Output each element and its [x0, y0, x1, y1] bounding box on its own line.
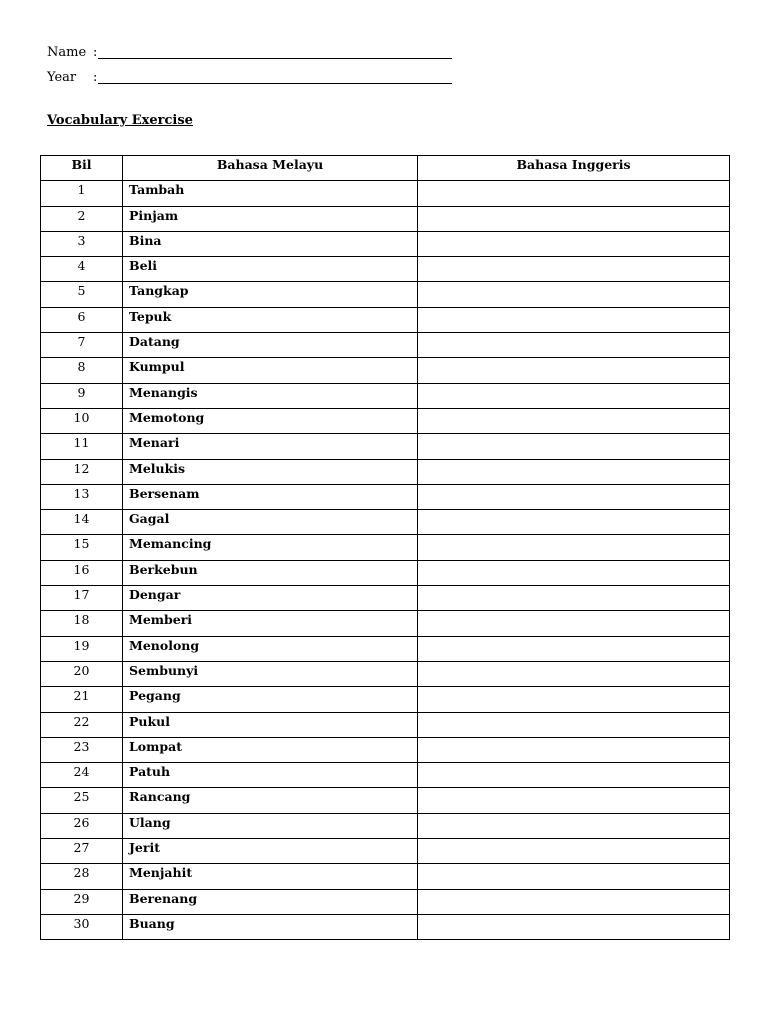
english-answer-cell[interactable] — [418, 712, 730, 737]
table-row — [41, 358, 730, 383]
english-answer-cell[interactable] — [418, 282, 730, 307]
row-number: 1 — [41, 181, 123, 206]
row-number: 16 — [41, 560, 123, 585]
malay-word: Bina — [123, 231, 418, 256]
table-row — [41, 510, 730, 535]
malay-word: Menjahit — [123, 864, 418, 889]
table-row — [41, 307, 730, 332]
malay-word: Menari — [123, 434, 418, 459]
malay-word: Berenang — [123, 889, 418, 914]
english-answer-cell[interactable] — [418, 408, 730, 433]
name-colon: : — [93, 45, 98, 60]
english-answer-cell[interactable] — [418, 484, 730, 509]
english-answer-cell[interactable] — [418, 181, 730, 206]
english-answer-cell[interactable] — [418, 788, 730, 813]
row-number: 11 — [41, 434, 123, 459]
table-row — [41, 434, 730, 459]
row-number: 3 — [41, 231, 123, 256]
row-number: 14 — [41, 510, 123, 535]
malay-word: Tambah — [123, 181, 418, 206]
year-label: Year — [47, 70, 77, 85]
english-answer-cell[interactable] — [418, 889, 730, 914]
table-row — [41, 282, 730, 307]
malay-word: Pinjam — [123, 206, 418, 231]
table-row — [41, 459, 730, 484]
table-row — [41, 257, 730, 282]
malay-word: Berkebun — [123, 560, 418, 585]
year-blank-line[interactable] — [98, 83, 452, 84]
malay-word: Rancang — [123, 788, 418, 813]
english-answer-cell[interactable] — [418, 560, 730, 585]
table-row — [41, 383, 730, 408]
table-row — [41, 206, 730, 231]
row-number: 23 — [41, 737, 123, 762]
table-row — [41, 788, 730, 813]
row-number: 25 — [41, 788, 123, 813]
row-number: 4 — [41, 257, 123, 282]
row-number: 28 — [41, 864, 123, 889]
table-row — [41, 763, 730, 788]
malay-word: Buang — [123, 914, 418, 939]
vocabulary-table — [40, 155, 730, 940]
english-answer-cell[interactable] — [418, 813, 730, 838]
year-colon: : — [93, 70, 98, 85]
row-number: 30 — [41, 914, 123, 939]
row-number: 18 — [41, 611, 123, 636]
header-bahasa-melayu: Bahasa Melayu — [123, 156, 418, 181]
table-row — [41, 586, 730, 611]
english-answer-cell[interactable] — [418, 687, 730, 712]
table-row — [41, 914, 730, 939]
malay-word: Bersenam — [123, 484, 418, 509]
malay-word: Lompat — [123, 737, 418, 762]
table-row — [41, 408, 730, 433]
malay-word: Beli — [123, 257, 418, 282]
malay-word: Memotong — [123, 408, 418, 433]
malay-word: Kumpul — [123, 358, 418, 383]
row-number: 24 — [41, 763, 123, 788]
english-answer-cell[interactable] — [418, 661, 730, 686]
table-row — [41, 813, 730, 838]
english-answer-cell[interactable] — [418, 636, 730, 661]
table-row — [41, 611, 730, 636]
row-number: 17 — [41, 586, 123, 611]
malay-word: Menangis — [123, 383, 418, 408]
malay-word: Gagal — [123, 510, 418, 535]
english-answer-cell[interactable] — [418, 459, 730, 484]
english-answer-cell[interactable] — [418, 763, 730, 788]
table-row — [41, 231, 730, 256]
row-number: 20 — [41, 661, 123, 686]
row-number: 21 — [41, 687, 123, 712]
row-number: 5 — [41, 282, 123, 307]
row-number: 19 — [41, 636, 123, 661]
english-answer-cell[interactable] — [418, 333, 730, 358]
row-number: 10 — [41, 408, 123, 433]
english-answer-cell[interactable] — [418, 914, 730, 939]
table-header-row — [41, 156, 730, 181]
table-row — [41, 661, 730, 686]
malay-word: Pukul — [123, 712, 418, 737]
english-answer-cell[interactable] — [418, 358, 730, 383]
english-answer-cell[interactable] — [418, 737, 730, 762]
english-answer-cell[interactable] — [418, 257, 730, 282]
english-answer-cell[interactable] — [418, 383, 730, 408]
malay-word: Jerit — [123, 839, 418, 864]
malay-word: Patuh — [123, 763, 418, 788]
malay-word: Datang — [123, 333, 418, 358]
malay-word: Memberi — [123, 611, 418, 636]
malay-word: Dengar — [123, 586, 418, 611]
malay-word: Sembunyi — [123, 661, 418, 686]
row-number: 6 — [41, 307, 123, 332]
row-number: 9 — [41, 383, 123, 408]
malay-word: Memancing — [123, 535, 418, 560]
english-answer-cell[interactable] — [418, 535, 730, 560]
row-number: 29 — [41, 889, 123, 914]
table-row — [41, 636, 730, 661]
table-row — [41, 535, 730, 560]
row-number: 22 — [41, 712, 123, 737]
table-row — [41, 839, 730, 864]
malay-word: Tangkap — [123, 282, 418, 307]
exercise-heading: Vocabulary Exercise — [47, 113, 193, 128]
english-answer-cell[interactable] — [418, 864, 730, 889]
malay-word: Menolong — [123, 636, 418, 661]
row-number: 2 — [41, 206, 123, 231]
row-number: 27 — [41, 839, 123, 864]
malay-word: Tepuk — [123, 307, 418, 332]
table-row — [41, 333, 730, 358]
row-number: 15 — [41, 535, 123, 560]
table-row — [41, 712, 730, 737]
header-bahasa-inggeris: Bahasa Inggeris — [418, 156, 730, 181]
malay-word: Pegang — [123, 687, 418, 712]
table-row — [41, 484, 730, 509]
table-row — [41, 889, 730, 914]
english-answer-cell[interactable] — [418, 510, 730, 535]
name-blank-line[interactable] — [98, 58, 452, 59]
english-answer-cell[interactable] — [418, 307, 730, 332]
row-number: 13 — [41, 484, 123, 509]
table-row — [41, 864, 730, 889]
row-number: 26 — [41, 813, 123, 838]
table-row — [41, 181, 730, 206]
table-row — [41, 737, 730, 762]
table-row — [41, 687, 730, 712]
english-answer-cell[interactable] — [418, 206, 730, 231]
header-bil: Bil — [41, 156, 123, 181]
row-number: 7 — [41, 333, 123, 358]
name-label: Name — [47, 45, 87, 60]
malay-word: Ulang — [123, 813, 418, 838]
row-number: 8 — [41, 358, 123, 383]
row-number: 12 — [41, 459, 123, 484]
english-answer-cell[interactable] — [418, 231, 730, 256]
english-answer-cell[interactable] — [418, 434, 730, 459]
english-answer-cell[interactable] — [418, 839, 730, 864]
english-answer-cell[interactable] — [418, 611, 730, 636]
english-answer-cell[interactable] — [418, 586, 730, 611]
table-row — [41, 560, 730, 585]
table-body — [41, 181, 730, 940]
malay-word: Melukis — [123, 459, 418, 484]
